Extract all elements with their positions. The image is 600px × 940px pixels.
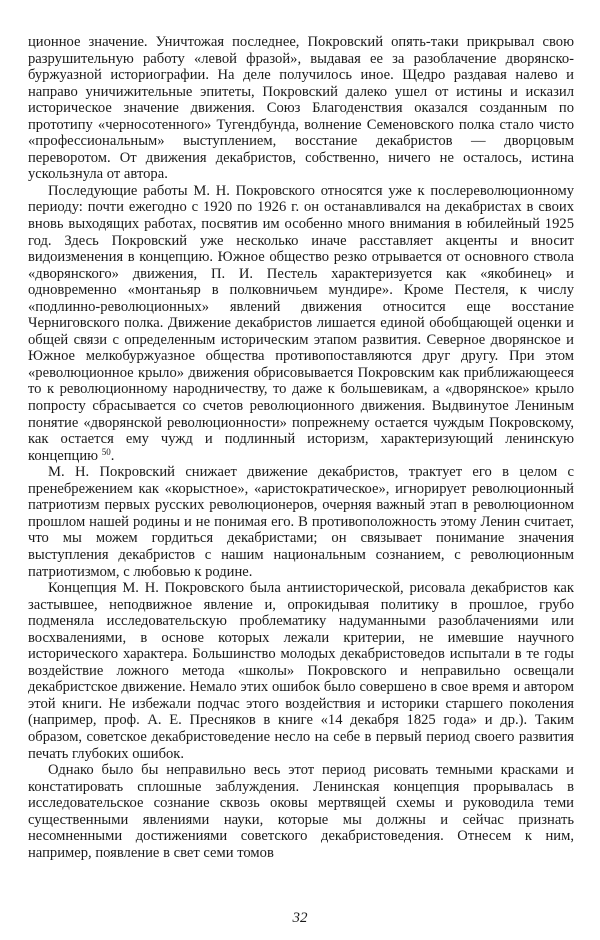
paragraph-4: Концепция М. Н. Покровского была антиисторической, рисовала декабристов как застывшее, неподвижное явление и, опрокидывая политику в прошлое, грубо подменяла исследовательскую проблематику надуманными разоблачениями или восхвалениями, в основе которых лежали критерии, не имевшие научного исторического характера. Большинство молодых декабристоведов испытали в те годы воздействие ложного метода «школы» Покровского и неправильно освещали декабристское движение. Немало этих ошибок было совершено в свое время и автором этой книги. Не избежали подчас этого воздействия и историки старшего поколения (например, проф. А. Е. Пресняков в книге «14 декабря 1825 года» и др.). Таким образом, советское декабристоведение несло на себе в первый период своего развития печать глубоких ошибок. xyxy=(28,580,574,762)
paragraph-3: М. Н. Покровский снижает движение декабристов, трактует его в целом с пренебрежением как «корыстное», «аристократическое», игнорирует революционный патриотизм первых русских революционеров, очерняя важный этап в революционном прошлом нашей родины и не понимая его. В противоположность этому Ленин считает, что мы можем гордиться декабристами; он связывает понимание значения выступления декабристов с нашим национальным сознанием, с революционным патриотизмом, с любовью к родине. xyxy=(28,464,574,580)
footnote-ref-50: 50 xyxy=(101,446,111,457)
paragraph-5: Однако было бы неправильно весь этот период рисовать темными красками и констатировать сплошные заблуждения. Ленинская концепция прорывалась в исследовательское сознание сквозь оковы мертвящей схемы и руководила теми существенными явлениями науки, которые мы должны и сейчас признать несомненными достижениями советского декабристоведения. Отнесем к ним, например, появление в свет семи томов xyxy=(28,762,574,861)
paragraph-1: ционное значение. Уничтожая последнее, Покровский опять-таки прикрывал свою разрушительную работу «левой фразой», выдавая ее за разоблачение дворянско-буржуазной историографии. На деле получилось иное. Щедро раздавая налево и направо уничижительные эпитеты, Покровский далеко ушел от истины и исказил историческое значение движения. Союз Благоденствия оказался созданным по прототипу «черносотенного» Тугендбунда, волнение Семеновского полка стало чисто «профессиональным» выступлением, восстание декабристов — дворцовым переворотом. От движения декабристов, собственно, ничего не осталось, истина ускользнула от автора. xyxy=(28,34,574,183)
paragraph-2-text: Последующие работы М. Н. Покровского относятся уже к послереволюционному периоду: почти ежегодно с 1920 по 1926 г. он останавливался на декабристах в своих вновь выходящих работах, посвятив им особенно много внимания в юбилейный 1925 год. Здесь Покровский уже несколько иначе расставляет акценты и вносит видоизменения в концепцию. Южное общество резко отрывается от основного ствола «дворянского» движения, П. И. Пестель характеризуется как «якобинец» и одновременно «монтаньяр в полковничьем мундире». Кроме Пестеля, к числу «подлинно-революционных» явлений движения относится еще восстание Черниговского полка. Движение декабристов лишается единой обобщающей оценки и общей связи с определенным историческим этапом развития. Северное дворянское и Южное мелкобуржуазное общества противопоставляются друг другу. При этом «революционное крыло» движения обрисовывается Покровским как приближающееся то к революционному народничеству, то даже к большевикам, а «дворянское» крыло попросту сбрасывается со счетов революционного движения. Выдвинутое Лениным понятие «дворянской революционности» попрежнему остается чуждым Покровскому, как остается ему чужд и подлинный историзм, характеризующий ленинскую концепцию xyxy=(28,182,574,464)
page-number: 32 xyxy=(292,910,308,926)
page-body xyxy=(28,34,574,861)
paragraph-2-end: . xyxy=(110,447,115,464)
paragraph-2 xyxy=(28,183,574,464)
